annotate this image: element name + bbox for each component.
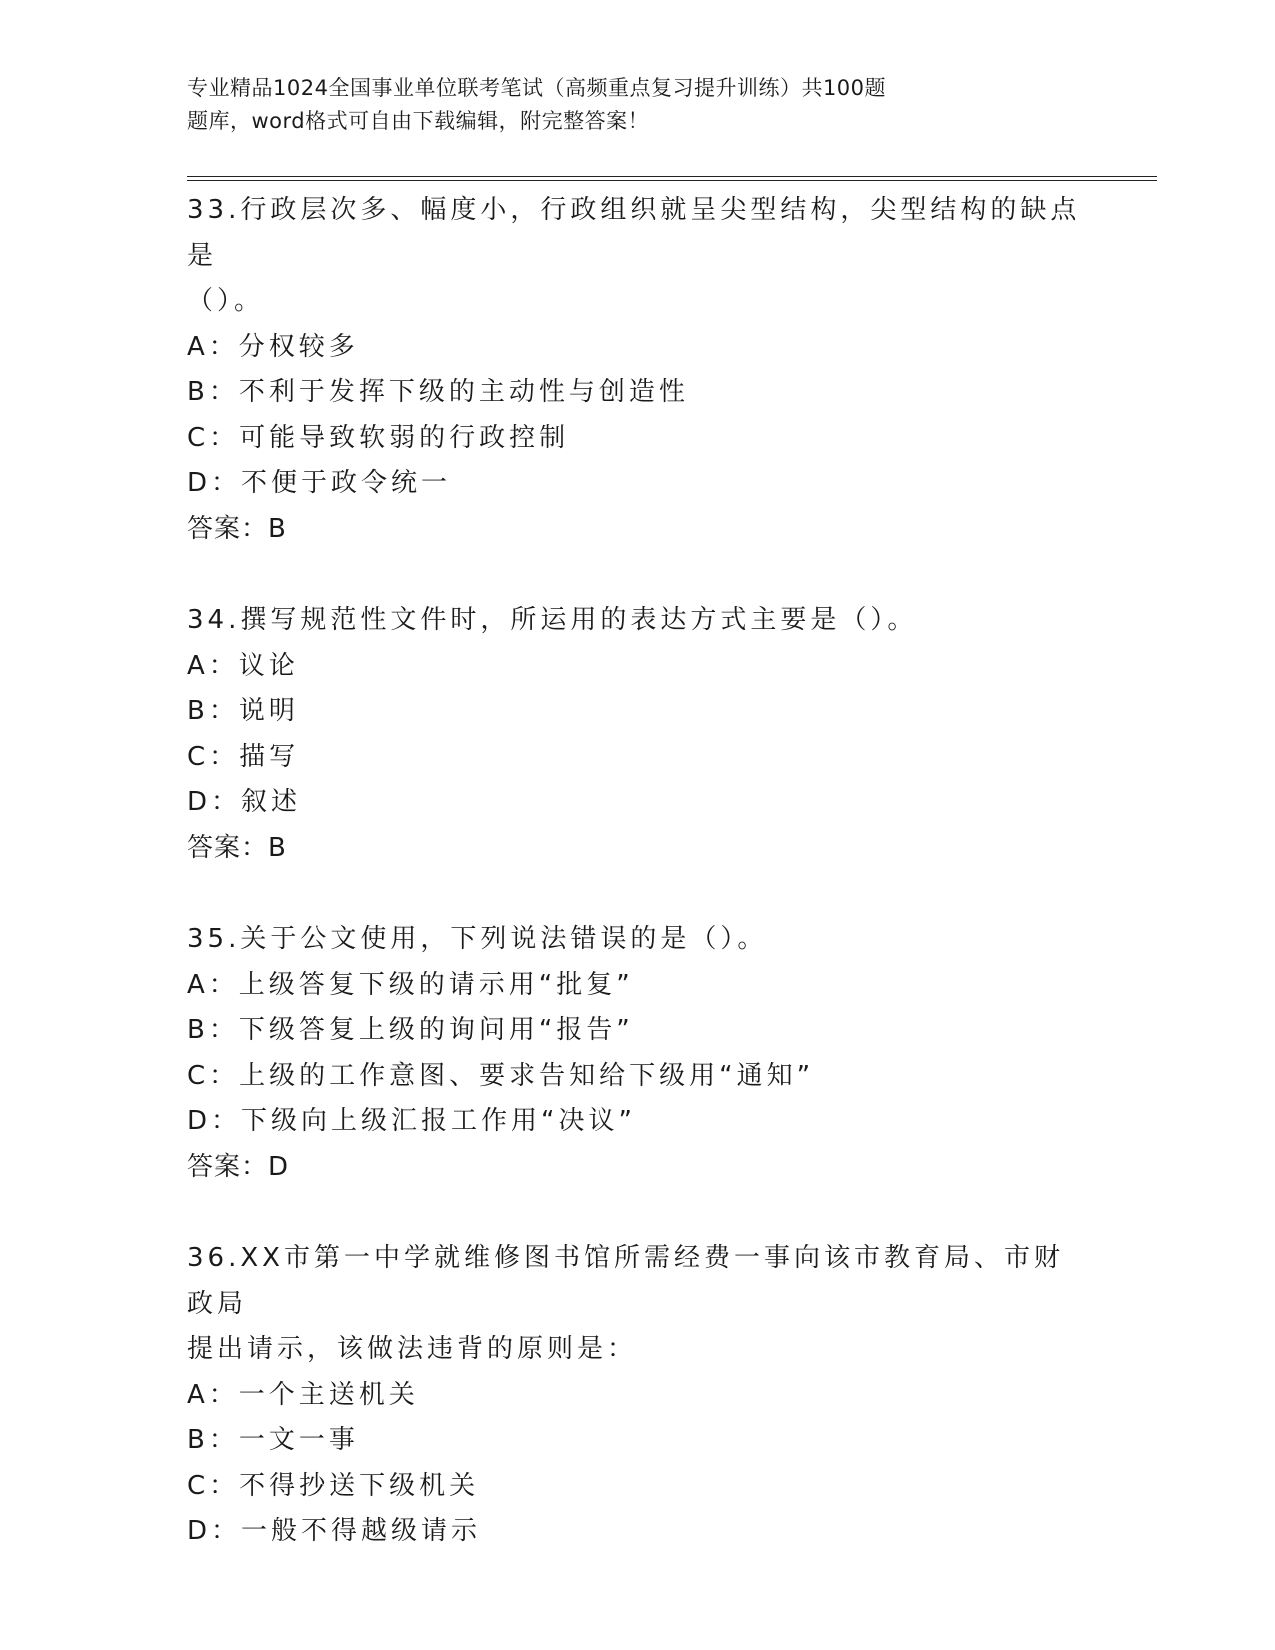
option-c: C：不得抄送下级机关 bbox=[187, 1470, 480, 1501]
question-35 bbox=[187, 917, 1087, 1190]
question-34 bbox=[187, 598, 1087, 871]
question-stem: 34.撰写规范性文件时，所运用的表达方式主要是（）。 bbox=[187, 605, 918, 635]
option-b: B：不利于发挥下级的主动性与创造性 bbox=[187, 377, 689, 407]
question-36 bbox=[187, 1236, 1087, 1555]
question-list bbox=[187, 188, 1087, 1601]
question-33 bbox=[187, 188, 1087, 552]
answer: 答案：B bbox=[187, 513, 287, 544]
option-a: A：一个主送机关 bbox=[187, 1379, 419, 1410]
question-stem: 36.XX市第一中学就维修图书馆所需经费一事向该市教育局、市财政局 bbox=[187, 1243, 1064, 1319]
option-d: D：不便于政令统一 bbox=[187, 468, 452, 498]
header-divider bbox=[187, 176, 1157, 181]
option-a: A：上级答复下级的请示用“批复” bbox=[187, 969, 634, 1000]
option-d: D：叙述 bbox=[187, 787, 302, 817]
question-stem: 33.行政层次多、幅度小，行政组织就呈尖型结构，尖型结构的缺点是 bbox=[187, 195, 1081, 271]
document-header bbox=[187, 72, 1007, 138]
option-a: A：分权较多 bbox=[187, 331, 359, 362]
answer: 答案：D bbox=[187, 1151, 290, 1182]
question-stem-continued: 提出请示，该做法违背的原则是： bbox=[187, 1334, 638, 1364]
option-c: C：描写 bbox=[187, 741, 300, 772]
option-a: A：议论 bbox=[187, 650, 299, 681]
question-stem: 35.关于公文使用，下列说法错误的是（）。 bbox=[187, 924, 768, 954]
option-c: C：上级的工作意图、要求告知给下级用“通知” bbox=[187, 1060, 815, 1091]
question-stem-continued: （）。 bbox=[187, 286, 265, 316]
option-c: C：可能导致软弱的行政控制 bbox=[187, 422, 570, 453]
option-b: B：一文一事 bbox=[187, 1425, 359, 1455]
option-b: B：说明 bbox=[187, 696, 299, 726]
option-b: B：下级答复上级的询问用“报告” bbox=[187, 1015, 634, 1045]
option-d: D：一般不得越级请示 bbox=[187, 1516, 482, 1546]
answer: 答案：B bbox=[187, 832, 287, 863]
header-line-2: 题库，word格式可自由下载编辑，附完整答案！ bbox=[187, 109, 650, 133]
header-line-1: 专业精品1024全国事业单位联考笔试（高频重点复习提升训练）共100题 bbox=[187, 76, 887, 100]
option-d: D：下级向上级汇报工作用“决议” bbox=[187, 1106, 636, 1136]
